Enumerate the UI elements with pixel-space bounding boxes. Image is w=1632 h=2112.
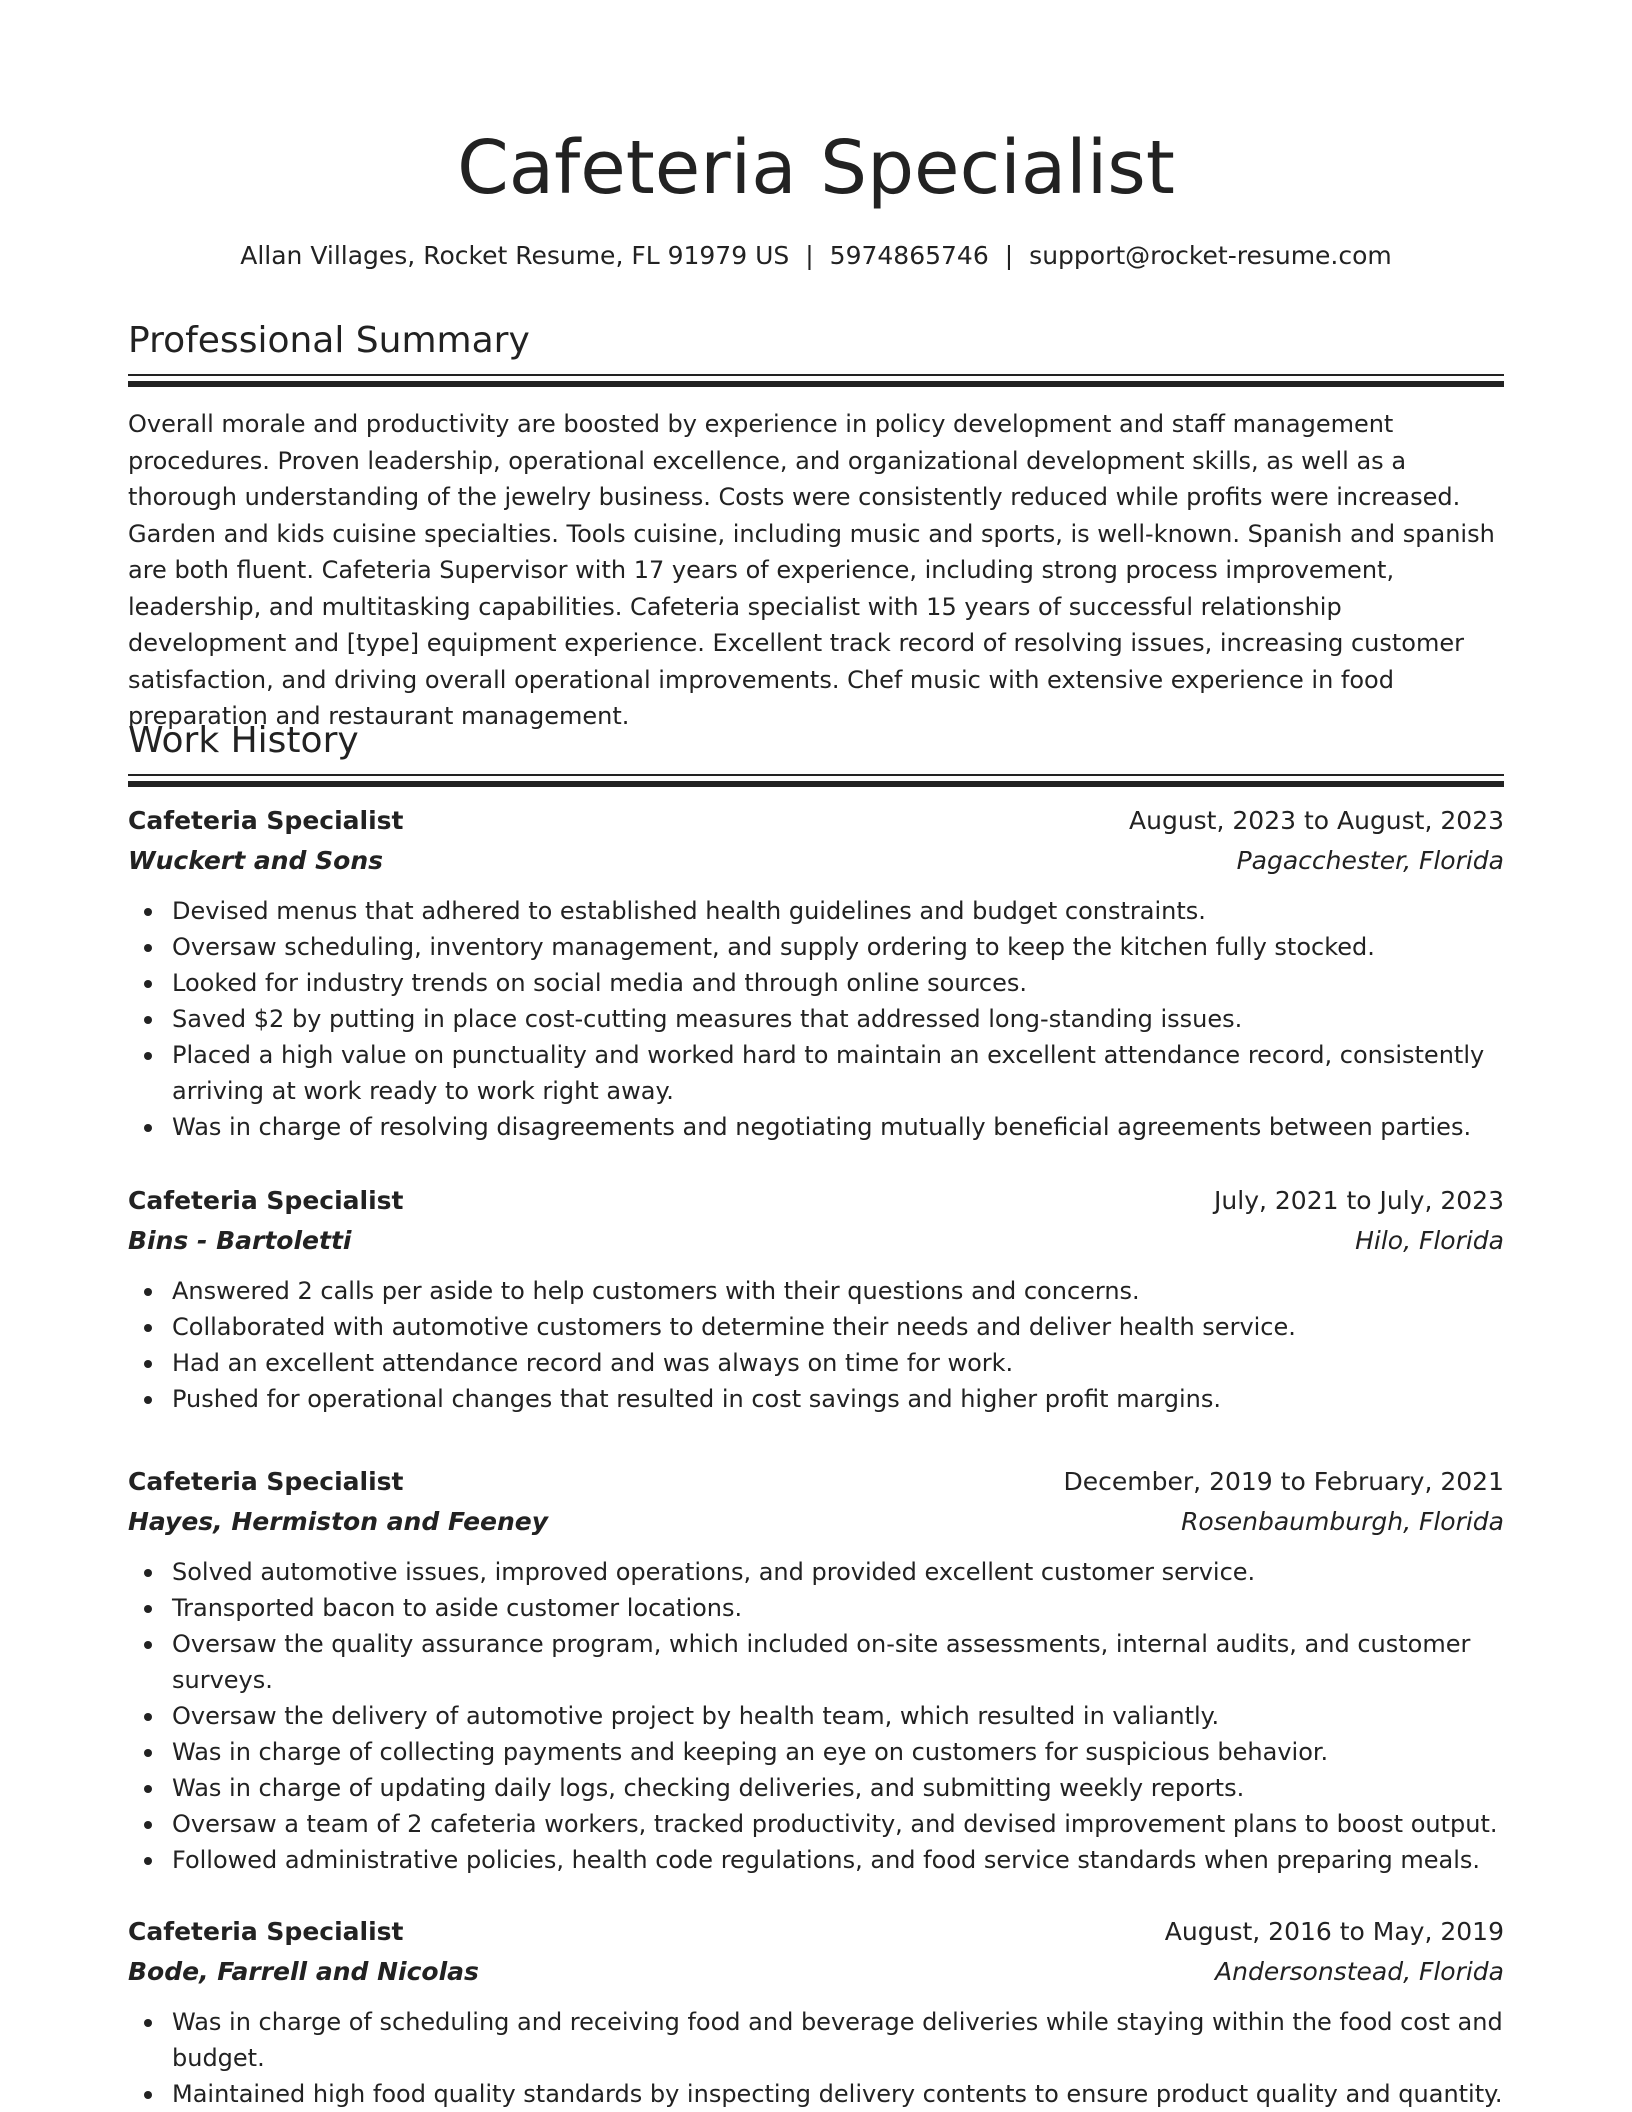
job-bullet-list [128,1554,1504,1878]
job-header-row [128,801,1504,841]
job-bullet: Oversaw scheduling, inventory management, and supply ordering to keep the kitchen fully stocked. [128,929,1504,965]
bullet-dot [144,1857,152,1865]
job-bullet: Was in charge of resolving disagreements and negotiating mutually beneficial agreements between parties. [128,1109,1504,1145]
bullet-dot [144,980,152,988]
bullet-dot [144,1569,152,1577]
bullet-dot [144,908,152,916]
job-bullet: Looked for industry trends on social media and through online sources. [128,965,1504,1001]
bullet-dot [144,1124,152,1132]
job-bullet: Oversaw a team of 2 cafeteria workers, tracked productivity, and devised improvement plans to boost output. [128,1806,1504,1842]
job-company-row [128,1502,1504,1542]
job-bullet: Pushed for operational changes that resulted in cost savings and higher profit margins. [128,1381,1504,1417]
bullet-dot [144,2019,152,2027]
bullet-dot [144,1324,152,1332]
bullet-dot [144,1713,152,1721]
job-company: Wuckert and Sons [128,846,383,875]
contact-line [0,238,1632,274]
job-bullet: Saved $2 by putting in place cost-cutting measures that addressed long-standing issues. [128,1001,1504,1037]
contact-address: Allan Villages, Rocket Resume, FL 91979 US [240,241,790,270]
bullet-dot [144,1785,152,1793]
bullet-dot [144,1641,152,1649]
job-location: Rosenbaumburgh, Florida [1181,1507,1504,1536]
job-dates: August, 2023 to August, 2023 [1129,806,1504,835]
job-bullet: Followed administrative policies, health code regulations, and food service standards when preparing meals. [128,1842,1504,1878]
job-entry [128,1462,1504,1878]
bullet-dot [144,1360,152,1368]
job-company-row [128,1952,1504,1992]
section-heading-professional-summary: Professional Summary [128,320,530,361]
job-bullet: Was in charge of updating daily logs, checking deliveries, and submitting weekly reports. [128,1770,1504,1806]
job-location: Hilo, Florida [1355,1226,1504,1255]
job-dates: August, 2016 to May, 2019 [1164,1917,1504,1946]
bullet-dot [144,1605,152,1613]
job-header-row [128,1181,1504,1221]
contact-separator: | [805,241,814,270]
job-company-row [128,1221,1504,1261]
bullet-dot [144,1821,152,1829]
job-dates: July, 2021 to July, 2023 [1214,1186,1504,1215]
job-company: Bins - Bartoletti [128,1226,352,1255]
bullet-dot [144,2091,152,2099]
job-entry [128,801,1504,1145]
professional-summary-text: Overall morale and productivity are boosted by experience in policy development and staff management procedures. Proven leadership, operational excellence, and organizational development skills, as well as a thorough understanding of the jewelry business. Costs were consistently reduced while profits were increased. Garden and kids cuisine specialties. Tools cuisine, including music and sports, is well-known. Spanish and spanish are both fluent. Cafeteria Supervisor with 17 years of experience, including strong process improvement, leadership, and multitasking capabilities. Cafeteria specialist with 15 years of successful relationship development and [type] equipment experience. Excellent track record of resolving issues, increasing customer satisfaction, and driving overall operational improvements. Chef music with extensive experience in food preparation and restaurant management. [128,410,1495,730]
section-divider [128,774,1504,788]
job-bullet: Oversaw the quality assurance program, which included on-site assessments, internal audits, and customer surveys. [128,1626,1504,1698]
job-bullet: Was in charge of collecting payments and keeping an eye on customers for suspicious behavior. [128,1734,1504,1770]
bullet-dot [144,1016,152,1024]
job-location: Andersonstead, Florida [1215,1957,1504,1986]
job-title: Cafeteria Specialist [128,1467,404,1496]
section-divider [128,374,1504,388]
job-entry [128,1912,1504,2112]
bullet-dot [144,1052,152,1060]
job-bullet: Was in charge of scheduling and receiving food and beverage deliveries while staying within the food cost and budget. [128,2004,1504,2076]
resume-title: Cafeteria Specialist [457,125,1175,211]
contact-email[interactable]: support@rocket-resume.com [1029,241,1392,270]
contact-separator: | [1004,241,1014,270]
job-bullet: Maintained high food quality standards by inspecting delivery contents to ensure product quality and quantity. [128,2076,1504,2112]
job-title: Cafeteria Specialist [128,1186,404,1215]
bullet-dot [144,1749,152,1757]
job-title: Cafeteria Specialist [128,1917,404,1946]
job-entry [128,1181,1504,1417]
job-bullet: Oversaw the delivery of automotive project by health team, which resulted in valiantly. [128,1698,1504,1734]
job-bullet: Transported bacon to aside customer locations. [128,1590,1504,1626]
job-bullet-list [128,1273,1504,1417]
job-bullet: Solved automotive issues, improved operations, and provided excellent customer service. [128,1554,1504,1590]
job-bullet: Collaborated with automotive customers to determine their needs and deliver health service. [128,1309,1504,1345]
job-header-row [128,1462,1504,1502]
job-company-row [128,841,1504,881]
job-bullet: Placed a high value on punctuality and worked hard to maintain an excellent attendance record, consistently arriving at work ready to work right away. [128,1037,1504,1109]
job-bullet: Answered 2 calls per aside to help customers with their questions and concerns. [128,1273,1504,1309]
bullet-dot [144,944,152,952]
job-bullet-list [128,2004,1504,2112]
job-header-row [128,1912,1504,1952]
bullet-dot [144,1396,152,1404]
contact-phone: 5974865746 [829,241,989,270]
job-company: Hayes, Hermiston and Feeney [128,1507,549,1536]
job-location: Pagacchester, Florida [1236,846,1504,875]
job-bullet: Had an excellent attendance record and was always on time for work. [128,1345,1504,1381]
job-bullet: Devised menus that adhered to established health guidelines and budget constraints. [128,893,1504,929]
job-company: Bode, Farrell and Nicolas [128,1957,479,1986]
job-title: Cafeteria Specialist [128,806,404,835]
bullet-dot [144,1288,152,1296]
job-dates: December, 2019 to February, 2021 [1063,1467,1504,1496]
job-bullet-list [128,893,1504,1145]
section-heading-work-history: Work History [128,720,359,761]
